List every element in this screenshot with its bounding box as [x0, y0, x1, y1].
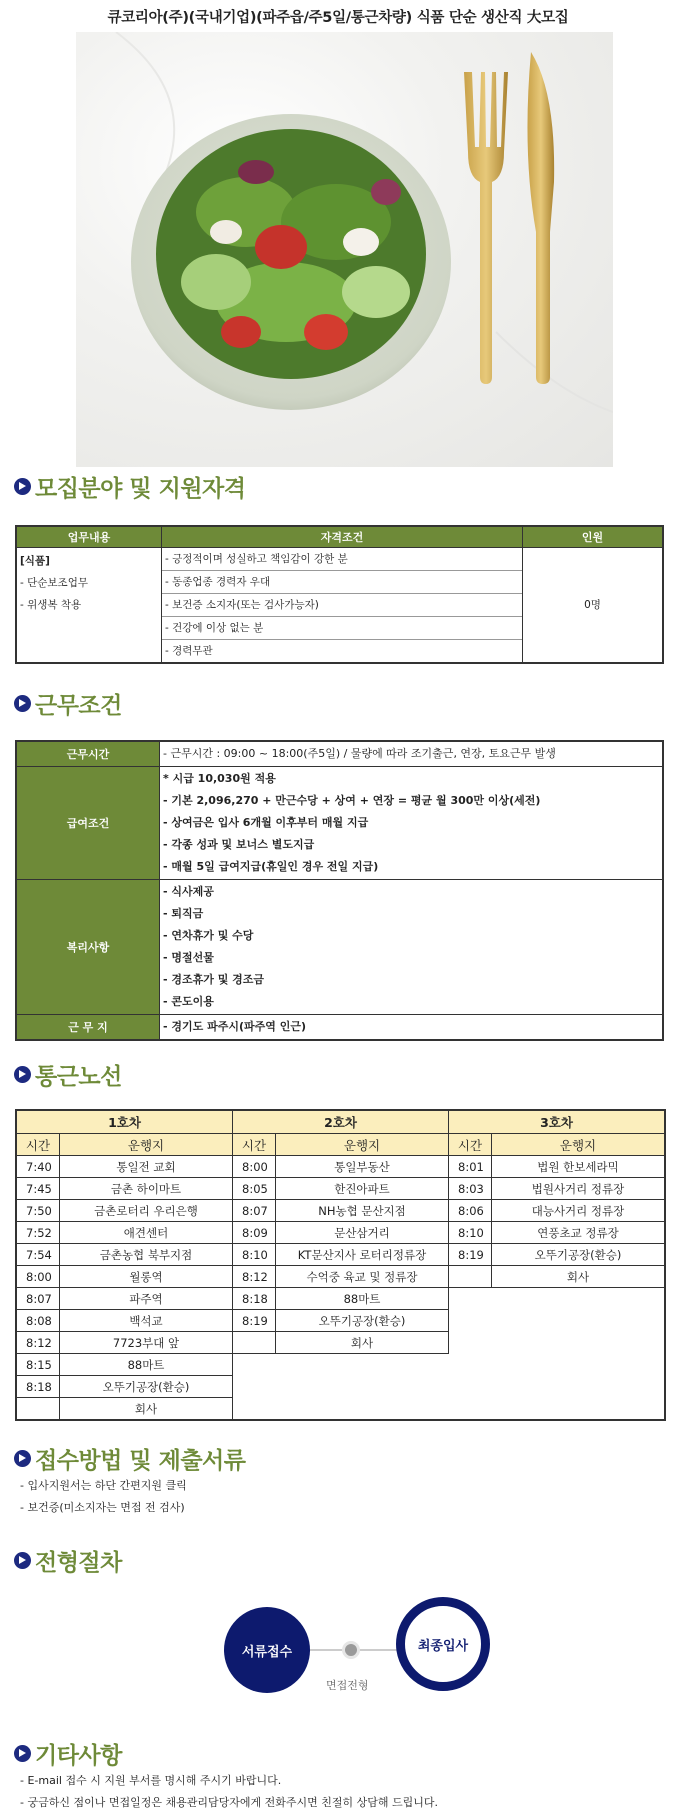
- pay-label: 급여조건: [16, 767, 160, 880]
- empty-cell: [492, 1398, 666, 1421]
- bullet-arrow-icon: [14, 1450, 31, 1467]
- bus2-time: 8:05: [233, 1178, 276, 1200]
- recruit-table: [15, 525, 664, 664]
- empty-cell: [233, 1376, 276, 1398]
- bus1-time: 7:45: [16, 1178, 60, 1200]
- empty-cell: [276, 1376, 449, 1398]
- bus1-stop: 금촌 하이마트: [60, 1178, 233, 1200]
- benefit-value: - 식사제공 - 퇴직금 - 연차휴가 및 수당 - 명절선물 - 경조휴가 및 경조금 - 콘도이용: [160, 880, 664, 1015]
- pay-value: * 시급 10,030원 적용 - 기본 2,096,270 + 만근수당 + 상여 + 연장 = 평균 월 300만 이상(세전) - 상여금은 입사 6개월 이후부터 매월 지급 - 각종 성과 및 보너스 별도지급 - 매월 5일 급여지급(휴일인 경우 전일 지급): [160, 767, 664, 880]
- bullet-arrow-icon: [14, 1552, 31, 1569]
- bus1-stop: 백석교: [60, 1310, 233, 1332]
- etc-lines: - E-mail 접수 시 지원 부서를 명시해 주시기 바랍니다. - 궁금하신 점이나 면접일정은 채용관리담당자에게 전화주시면 친절히 상담해 드립니다.: [20, 1774, 438, 1809]
- location-value: - 경기도 파주시(파주역 인근): [160, 1015, 664, 1041]
- bus1-time: 8:18: [16, 1376, 60, 1398]
- empty-cell: [449, 1354, 492, 1376]
- bus1-time: 7:54: [16, 1244, 60, 1266]
- bus3-stop: 법원 한보세라믹: [492, 1156, 666, 1178]
- bus2-stop: NH농협 문산지점: [276, 1200, 449, 1222]
- process-diagram: [220, 1593, 500, 1713]
- empty-cell: [276, 1354, 449, 1376]
- step-interview-dot: [342, 1641, 360, 1659]
- bus1-stop: 금촌농협 북부지점: [60, 1244, 233, 1266]
- bus3-stop: 법원사거리 정류장: [492, 1178, 666, 1200]
- bus3-time: 8:06: [449, 1200, 492, 1222]
- bus2-time: 8:09: [233, 1222, 276, 1244]
- bus3-stop: 대능사거리 정류장: [492, 1200, 666, 1222]
- empty-cell: [449, 1376, 492, 1398]
- route-row: [16, 1266, 665, 1288]
- route-row: [16, 1376, 665, 1398]
- bus2-stop: 한진아파트: [276, 1178, 449, 1200]
- bus1-time: 8:07: [16, 1288, 60, 1310]
- bus1-header: 1호차: [16, 1110, 233, 1134]
- bus2-time: 8:10: [233, 1244, 276, 1266]
- bus1-stop: 금촌로터리 우리은행: [60, 1200, 233, 1222]
- hours-value: - 근무시간 : 09:00 ~ 18:00(주5일) / 물량에 따라 조기출근, 연장, 토요근무 발생: [160, 741, 664, 767]
- route-row: [16, 1178, 665, 1200]
- bus2-stop: 문산삼거리: [276, 1222, 449, 1244]
- section-commute-heading: 통근노선: [14, 1058, 122, 1091]
- bullet-arrow-icon: [14, 1066, 31, 1083]
- bus3-stop: 회사: [492, 1266, 666, 1288]
- empty-cell: [492, 1310, 666, 1332]
- route-row: [16, 1332, 665, 1354]
- bus3-time: [449, 1266, 492, 1288]
- bus1-time: 7:50: [16, 1200, 60, 1222]
- step-final: 최종입사: [396, 1597, 490, 1691]
- header-duty: 업무내용: [16, 526, 162, 548]
- bus1-stop: 7723부대 앞: [60, 1332, 233, 1354]
- bus2-time: 8:18: [233, 1288, 276, 1310]
- bus2-time: 8:00: [233, 1156, 276, 1178]
- bus1-stop: 88마트: [60, 1354, 233, 1376]
- bus1-time: 8:12: [16, 1332, 60, 1354]
- bus2-stop: 통일부동산: [276, 1156, 449, 1178]
- empty-cell: [492, 1376, 666, 1398]
- route-row: [16, 1354, 665, 1376]
- location-label: 근 무 지: [16, 1015, 160, 1041]
- route-row: [16, 1310, 665, 1332]
- bus3-stop: 연풍초교 정류장: [492, 1222, 666, 1244]
- empty-cell: [492, 1288, 666, 1310]
- empty-cell: [449, 1398, 492, 1421]
- bus3-time: 8:03: [449, 1178, 492, 1200]
- header-qualification: 자격조건: [162, 526, 523, 548]
- bullet-arrow-icon: [14, 695, 31, 712]
- duty-cell: [식품] - 단순보조업무 - 위생복 착용: [16, 548, 162, 664]
- route-row: [16, 1244, 665, 1266]
- bus2-time: 8:07: [233, 1200, 276, 1222]
- empty-cell: [449, 1310, 492, 1332]
- hours-label: 근무시간: [16, 741, 160, 767]
- qualification-cell: - 긍정적이며 성실하고 책임감이 강한 분 - 동종업종 경력자 우대 - 보건증 소지자(또는 검사가능자) - 건강에 이상 없는 분 - 경력무관: [162, 548, 523, 664]
- header-count: 인원: [523, 526, 664, 548]
- count-cell: 0명: [523, 548, 664, 664]
- empty-cell: [233, 1354, 276, 1376]
- bullet-arrow-icon: [14, 478, 31, 495]
- bus3-header: 3호차: [449, 1110, 666, 1134]
- bus1-stop: 오뚜기공장(환승): [60, 1376, 233, 1398]
- bus2-stop: 오뚜기공장(환승): [276, 1310, 449, 1332]
- route-row: [16, 1398, 665, 1421]
- bus2-stop: KT문산지사 로터리정류장: [276, 1244, 449, 1266]
- bus1-time: 7:40: [16, 1156, 60, 1178]
- empty-cell: [449, 1332, 492, 1354]
- section-recruit-heading: 모집분야 및 지원자격: [14, 470, 245, 503]
- empty-cell: [449, 1288, 492, 1310]
- empty-cell: [233, 1398, 276, 1421]
- bullet-arrow-icon: [14, 1745, 31, 1762]
- bus2-time: 8:19: [233, 1310, 276, 1332]
- step-interview-label: 면접전형: [326, 1679, 369, 1692]
- bus1-stop: 파주역: [60, 1288, 233, 1310]
- bus2-stop: 수억중 육교 및 정류장: [276, 1266, 449, 1288]
- bus3-time: 8:19: [449, 1244, 492, 1266]
- bus1-time: 7:52: [16, 1222, 60, 1244]
- section-process-heading: 전형절차: [14, 1544, 122, 1577]
- empty-cell: [492, 1354, 666, 1376]
- section-apply-heading: 접수방법 및 제출서류: [14, 1442, 245, 1475]
- bus3-time: 8:10: [449, 1222, 492, 1244]
- bus3-time: 8:01: [449, 1156, 492, 1178]
- bus1-time: 8:15: [16, 1354, 60, 1376]
- page-title: 큐코리아(주)(국내기업)(파주읍/주5일/통근차량) 식품 단순 생산직 大모집: [107, 10, 569, 26]
- salad-photo: [76, 32, 613, 467]
- route-row: [16, 1288, 665, 1310]
- bus1-time: 8:00: [16, 1266, 60, 1288]
- bus3-stop: 오뚜기공장(환승): [492, 1244, 666, 1266]
- empty-cell: [276, 1398, 449, 1421]
- benefit-label: 복리사항: [16, 880, 160, 1015]
- route-row: [16, 1200, 665, 1222]
- section-work-heading: 근무조건: [14, 687, 122, 720]
- bus1-stop: 회사: [60, 1398, 233, 1421]
- bus2-stop: 회사: [276, 1332, 449, 1354]
- route-row: [16, 1156, 665, 1178]
- bus2-header: 2호차: [233, 1110, 449, 1134]
- step-document: 서류접수: [224, 1607, 310, 1693]
- bus2-stop: 88마트: [276, 1288, 449, 1310]
- work-table: [15, 740, 664, 1041]
- route-row: [16, 1222, 665, 1244]
- bus1-stop: 월롱역: [60, 1266, 233, 1288]
- commute-route-table: 1호차 2호차 3호차 시간 운행지 시간 운행지 시간 운행지 7:40 통일전 교회 8:00 통일부동산 8:01 법원 한보세라믹 7:45 금촌 하이마트 8:05 한진아파트 8:03 법원사거리 정류장 7:50 금촌로터리 우리은행 8:07 NH농협 문산지점 8:06 대능사거리 정류장 7:52 애견센터 8:09 문산삼거리 8:10 연풍초교 정류장 7:54 금촌농협 북부지점 8:10 KT문산지사 로터리정류장 8:19 오뚜기공장(환승) 8:00 월롱역 8:12 수억중 육교 및 정류장 회사 8:07 파주역 8:18 88마트 8:08 백석교 8:19 오뚜기공장(환승) 8:12 7723부대 앞 회사 8:15 88마트 8:18 오뚜기공장(환승) 회사: [15, 1109, 666, 1421]
- apply-lines: - 입사지원서는 하단 간편지원 클릭 - 보건증(미소지자는 면접 전 검사): [20, 1479, 187, 1514]
- bus2-time: 8:12: [233, 1266, 276, 1288]
- empty-cell: [492, 1332, 666, 1354]
- bus1-stop: 통일전 교회: [60, 1156, 233, 1178]
- bus1-stop: 애견센터: [60, 1222, 233, 1244]
- section-etc-heading: 기타사항: [14, 1737, 122, 1770]
- bus1-time: 8:08: [16, 1310, 60, 1332]
- bus2-time: [233, 1332, 276, 1354]
- bus1-time: [16, 1398, 60, 1421]
